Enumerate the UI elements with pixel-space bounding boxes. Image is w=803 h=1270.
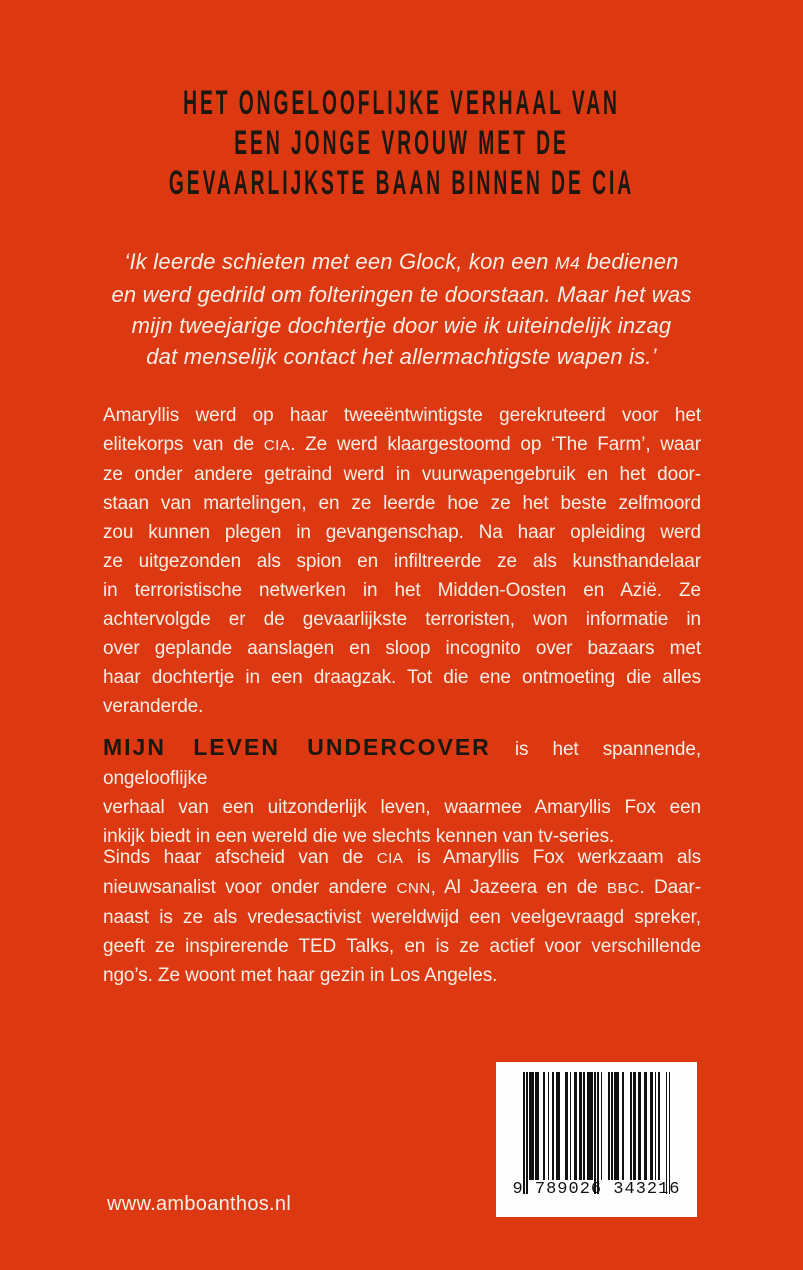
text-line: mijn tweejarige dochtertje door wie ik uiteindelijk inzag [131,313,672,338]
text-line: achtervolgde er de gevaarlijkste terroristen, won informatie in [103,609,701,630]
text-line: naast is ze als vredesactivist wereldwijd een veelgevraagd spreker, [103,907,701,928]
paragraph-bio [103,401,701,721]
text-line: ngo’s. Ze woont met haar gezin in Los Angeles. [103,965,498,986]
paragraph-author-now [103,843,701,990]
barcode-bar [645,1072,647,1180]
barcode-bar [559,1072,561,1180]
barcode-bar [608,1072,610,1180]
pull-quote [0,246,803,372]
barcode-bar [652,1072,654,1180]
barcode-bar [576,1072,578,1180]
barcode-bar [594,1072,596,1194]
barcode-bar [532,1072,534,1180]
text-line: inkijk biedt in een wereld die we slechts kennen van tv-series. [103,826,615,847]
barcode-bar [630,1072,632,1180]
barcode-bar [543,1072,545,1180]
barcode-bar [639,1072,641,1180]
headline [0,82,803,202]
barcode-bar [526,1072,528,1194]
barcode [496,1062,697,1217]
book-title: MIJN LEVEN UNDERCOVER [103,734,491,760]
text-line: HET ONGELOOFLIJKE VERHAAL VAN [183,82,620,122]
barcode-bar [580,1072,582,1180]
barcode-bar [523,1072,525,1194]
barcode-bar [635,1072,637,1180]
barcode-bar [552,1072,554,1180]
text-line [103,733,701,793]
text-line: geeft ze inspirerende TED Talks, en is ze actief voor verschillende [103,936,701,957]
barcode-bar [655,1072,657,1180]
text-line: staan van martelingen, en ze leerde hoe ze het beste zelfmoord [103,493,701,514]
text-line: zou kunnen plegen in gevangenschap. Na haar opleiding werd [103,522,701,543]
text-line: en werd gedrild om folteringen te doorstaan. Maar het was [111,282,692,307]
barcode-bar [570,1072,572,1180]
publisher-website: www.amboanthos.nl [107,1193,292,1215]
barcode-bars-icon [523,1072,671,1194]
text-line: Sinds haar afscheid van de CIA is Amaryllis Fox werkzaam als [103,847,701,868]
text-line: ze uitgezonden als spion en infiltreerde ze als kunsthandelaar [103,551,701,572]
text-line: haar dochtertje in een draagzak. Tot die ene ontmoeting die alles [103,667,701,688]
text-line: veranderde. [103,696,204,717]
barcode-bar [583,1072,585,1180]
barcode-bar [666,1072,668,1194]
barcode-number: 9 789026 343216 [512,1180,681,1199]
barcode-bar [669,1072,671,1194]
barcode-bar [611,1072,613,1180]
barcode-bar [618,1072,620,1180]
barcode-bar [548,1072,550,1180]
barcode-bar [566,1072,568,1180]
text-line: GEVAARLIJKSTE BAAN BINNEN DE CIA [168,162,635,202]
barcode-bar [591,1072,593,1180]
text-line: over geplande aanslagen en sloop incognito over bazaars met [103,638,701,659]
text-line: dat menselijk contact het allermachtigste wapen is.’ [146,344,657,369]
barcode-bar [601,1072,603,1180]
text-line: in terroristische netwerken in het Midden-Oosten en Azië. Ze [103,580,701,601]
barcode-bar [622,1072,624,1180]
barcode-bar [597,1072,599,1194]
text-line: Amaryllis werd op haar tweeëntwintigste gerekruteerd voor het [103,405,701,426]
text-line: elitekorps van de CIA. Ze werd klaargestoomd op ‘The Farm’, waar [103,434,701,455]
barcode-bar [658,1072,660,1180]
text-line: nieuwsanalist voor onder andere CNN, Al Jazeera en de BBC. Daar- [103,877,702,898]
text-line: EEN JONGE VROUW MET DE [234,122,569,162]
paragraph-book-description [103,733,701,851]
text-line: verhaal van een uitzonderlijk leven, waarmee Amaryllis Fox een [103,797,701,818]
text-line: ‘Ik leerde schieten met een Glock, kon een M4 bedienen [124,249,679,274]
text-run: is het spannende, ongelooflijke [103,739,702,789]
text-line: ze onder andere getraind werd in vuurwapengebruik en het door- [103,464,701,485]
barcode-bar [537,1072,539,1180]
